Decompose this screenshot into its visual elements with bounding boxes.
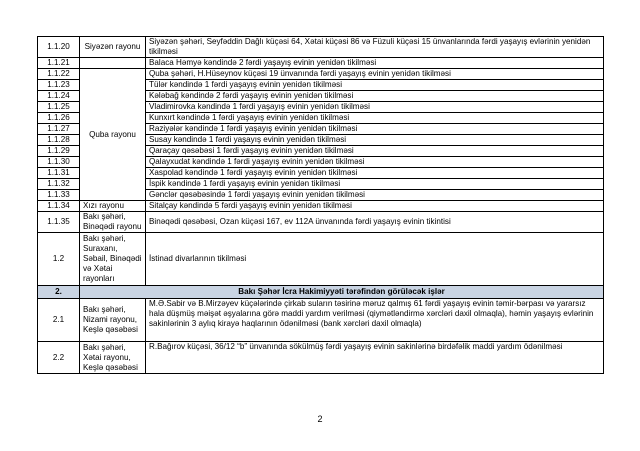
region-cell: Bakı şəhəri, Binəqədi rayonu [80, 212, 146, 233]
row-number: 2.2 [38, 342, 80, 374]
description-cell: Qaraçay qəsəbəsi 1 fərdi yaşayış evinin yenidən tikilməsi [146, 146, 604, 157]
description-cell: M.Ə.Sabir və B.Mirzəyev küçələrində çirkab suların təsirinə məruz qalmış 61 fərdi yaşayış evinin təmir-bərpası və yararsız hala düşmüş məişət əşyalarına görə maddi yardım verilməsi (qiymətləndirmə xərcləri daxil olmaqla), həmin yaşayış evlərinin sakinlərinin 3 aylıq kirayə haqlarının ödənilməsi (bank xərcləri daxil olmaqla) [146, 299, 604, 342]
row-number: 1.1.27 [38, 124, 80, 135]
region-cell: Xızı rayonu [80, 201, 146, 212]
table-row [38, 37, 604, 58]
section-number: 2. [38, 286, 80, 299]
row-number: 1.1.20 [38, 37, 80, 58]
row-number: 1.1.29 [38, 146, 80, 157]
description-cell: R.Bağırov küçəsi, 36/12 “b” ünvanında sökülmüş fərdi yaşayış evinin sakinlərinə birdəfəlik maddi yardım ödənilməsi [146, 342, 604, 374]
description-cell: Gənclər qəsəbəsində 1 fərdi yaşayış evinin yenidən tikilməsi [146, 190, 604, 201]
region-cell [80, 58, 146, 69]
description-cell: Balaca Həmyə kəndində 2 fərdi yaşayış evinin yenidən tikilməsi [146, 58, 604, 69]
section-header-row [38, 286, 604, 299]
description-cell: Raziyələr kəndində 1 fərdi yaşayış evinin yenidən tikilməsi [146, 124, 604, 135]
table-row [38, 299, 604, 342]
description-cell: İspik kəndində 1 fərdi yaşayış evinin yenidən tikilməsi [146, 179, 604, 190]
row-number: 1.1.33 [38, 190, 80, 201]
table-row [38, 212, 604, 233]
description-cell: Kunxırt kəndində 1 fərdi yaşayış evinin yenidən tikilməsi [146, 113, 604, 124]
row-number: 1.2 [38, 233, 80, 286]
table-row [38, 69, 604, 80]
description-cell: Susay kəndində 1 fərdi yaşayış evinin yenidən tikilməsi [146, 135, 604, 146]
row-number: 1.1.24 [38, 91, 80, 102]
table-row [38, 201, 604, 212]
row-number: 1.1.35 [38, 212, 80, 233]
row-number: 1.1.28 [38, 135, 80, 146]
region-cell-quba: Quba rayonu [80, 69, 146, 201]
row-number: 1.1.25 [38, 102, 80, 113]
description-cell: Qalayxudat kəndində 1 fərdi yaşayış evinin yenidən tikilməsi [146, 157, 604, 168]
description-cell: Vladimirovka kəndində 1 fərdi yaşayış evinin yenidən tikilməsi [146, 102, 604, 113]
row-number: 1.1.34 [38, 201, 80, 212]
description-cell: Xaspolad kəndində 1 fərdi yaşayış evinin yenidən tikilməsi [146, 168, 604, 179]
row-number: 1.1.31 [38, 168, 80, 179]
region-cell: Siyəzən rayonu [80, 37, 146, 58]
description-cell: Sitalçay kəndində 5 fərdi yaşayış evinin yenidən tikilməsi [146, 201, 604, 212]
table-row [38, 58, 604, 69]
description-cell: İstinad divarlarının tikilməsi [146, 233, 604, 286]
row-number: 2.1 [38, 299, 80, 342]
description-cell: Quba şəhəri, H.Hüseynov küçəsi 19 ünvanında fərdi yaşayış evinin yenidən tikilməsi [146, 69, 604, 80]
region-cell: Bakı şəhəri, Nizami rayonu, Keşlə qəsəbəsi [80, 299, 146, 342]
row-number: 1.1.30 [38, 157, 80, 168]
region-cell: Bakı şəhəri, Xətai rayonu, Keşlə qəsəbəsi [80, 342, 146, 374]
description-cell: Kələbağ kəndində 2 fərdi yaşayış evinin yenidən tikilməsi [146, 91, 604, 102]
description-cell: Tülər kəndində 1 fərdi yaşayış evinin yenidən tikilməsi [146, 80, 604, 91]
row-number: 1.1.26 [38, 113, 80, 124]
row-number: 1.1.32 [38, 179, 80, 190]
page-number: 2 [317, 414, 323, 424]
row-number: 1.1.22 [38, 69, 80, 80]
region-cell: Bakı şəhəri, Suraxanı, Səbail, Binəqədi və Xətai rayonları [80, 233, 146, 286]
row-number: 1.1.23 [38, 80, 80, 91]
works-table [37, 36, 604, 374]
row-number: 1.1.21 [38, 58, 80, 69]
description-cell: Siyəzən şəhəri, Seyfəddin Dağlı küçəsi 64, Xətai küçəsi 86 və Füzuli küçəsi 15 ünvanlarında fərdi yaşayış evlərinin yenidən tikilməsi [146, 37, 604, 58]
table-row [38, 342, 604, 374]
table-row [38, 233, 604, 286]
description-cell: Binəqədi qəsəbəsi, Ozan küçəsi 167, ev 112A ünvanında fərdi yaşayış evinin tikintisi [146, 212, 604, 233]
section-title: Bakı Şəhər İcra Hakimiyyəti tərəfindən görüləcək işlər [80, 286, 604, 299]
